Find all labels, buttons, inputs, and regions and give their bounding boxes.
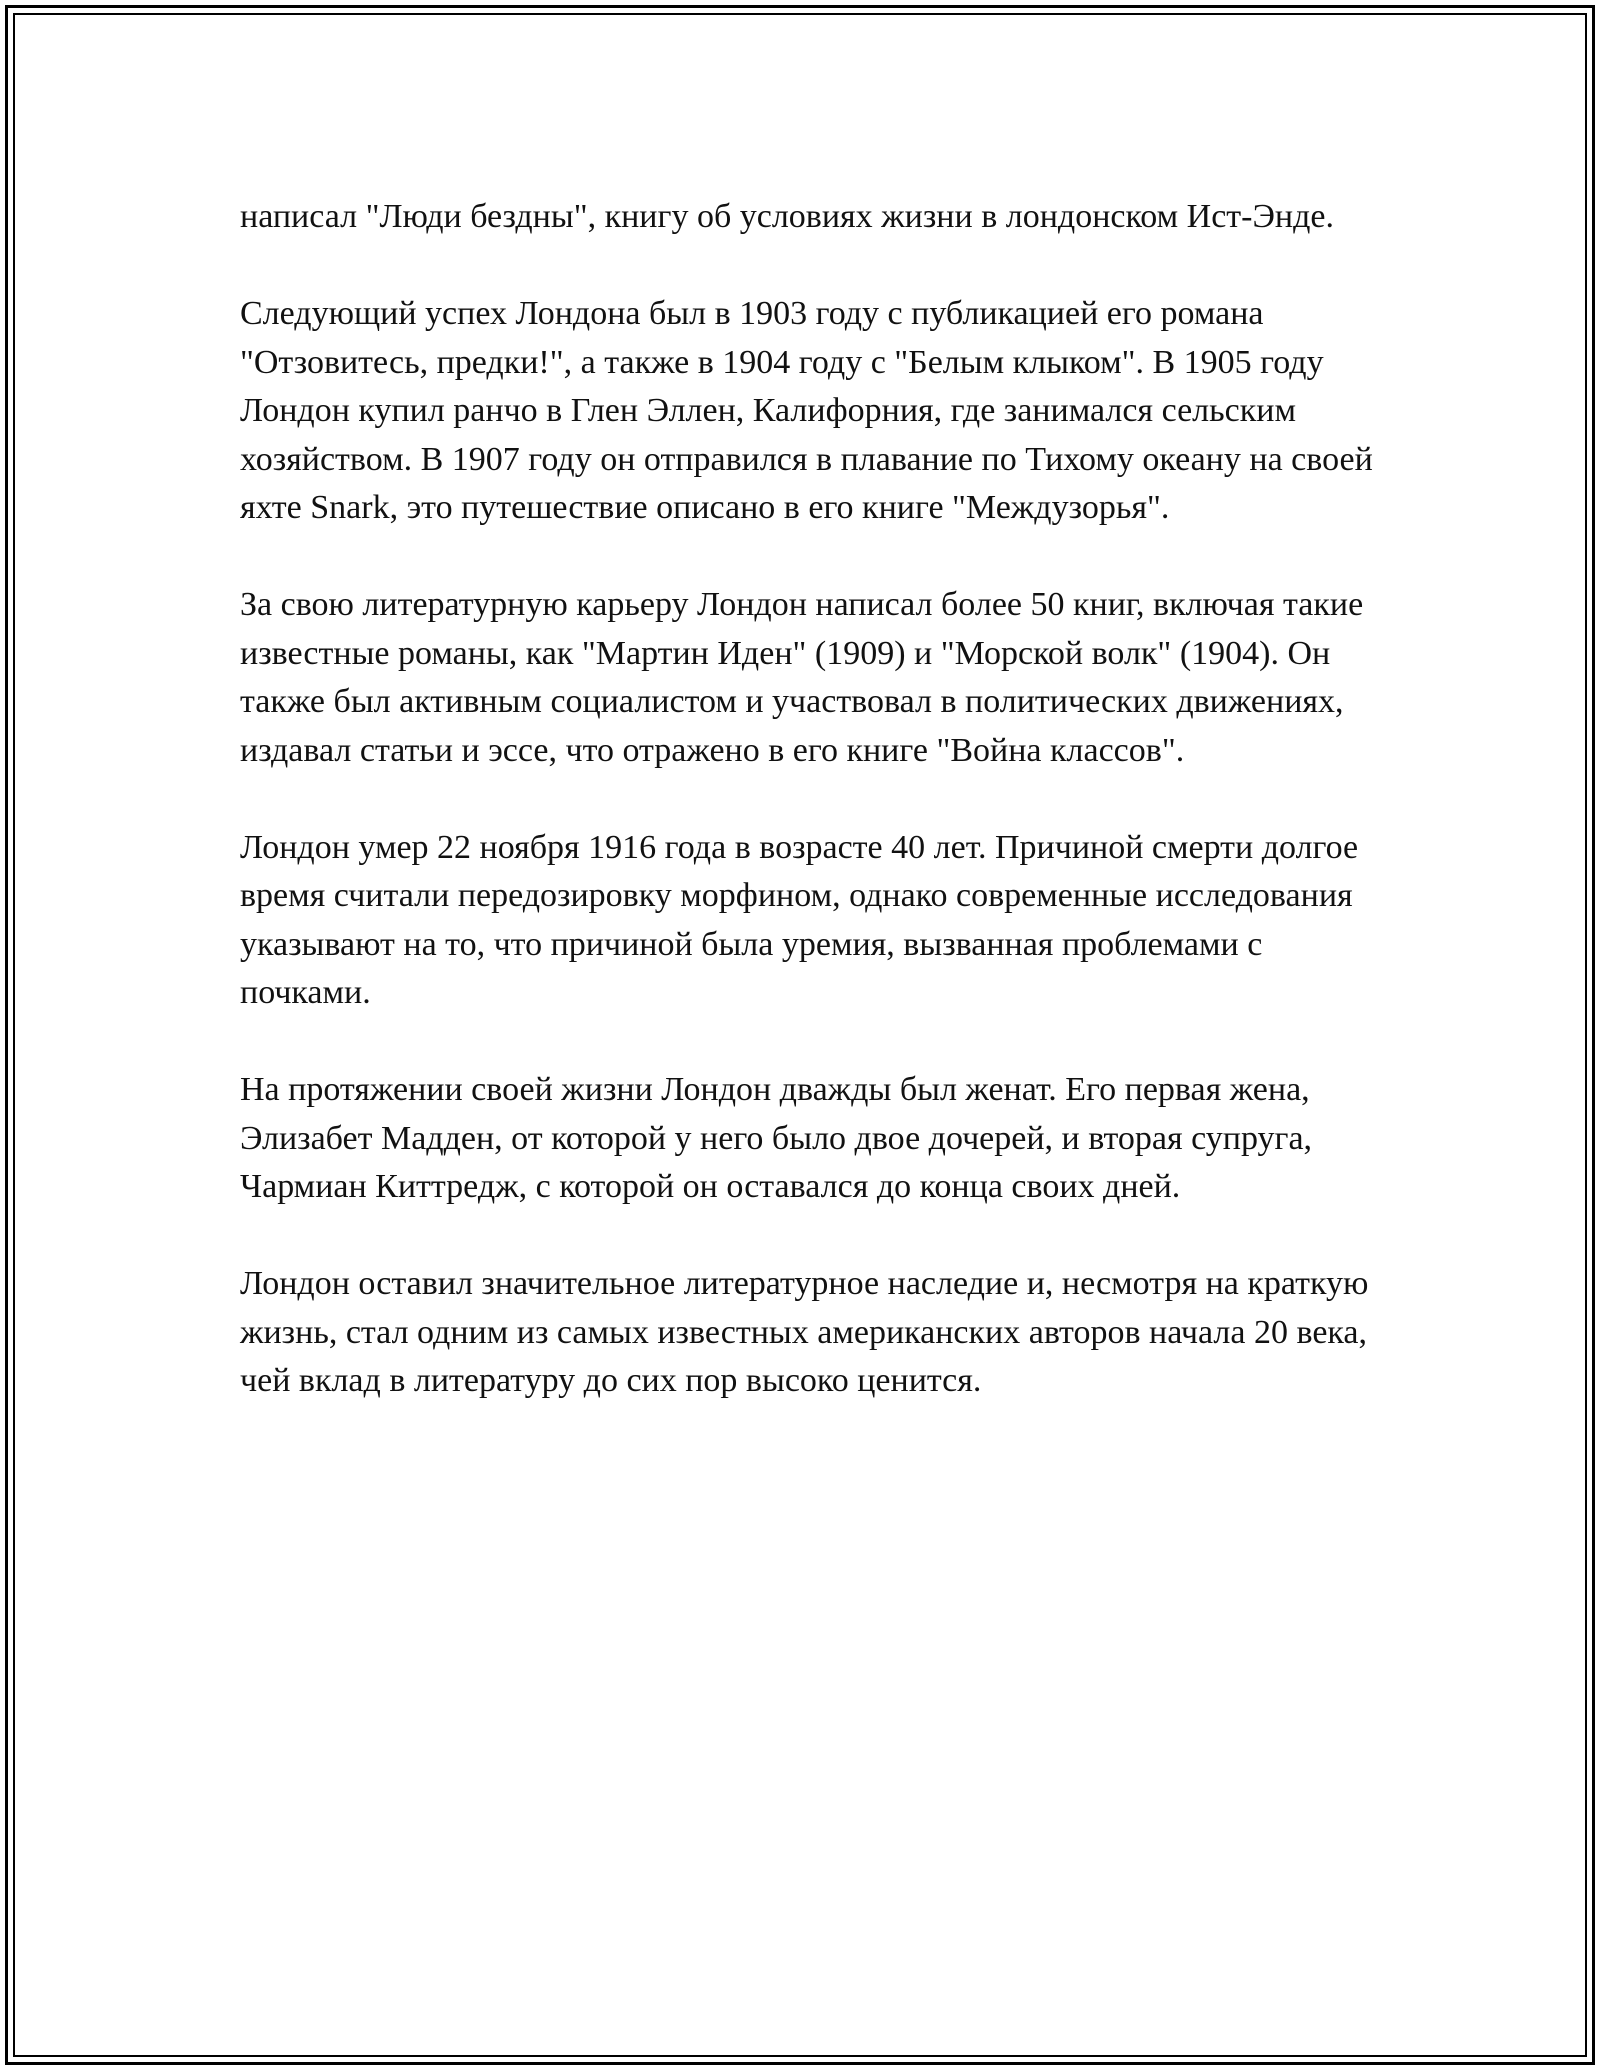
document-body: [240, 193, 1390, 1454]
page-border: [5, 5, 1595, 2065]
paragraph: Следующий успех Лондона был в 1903 году с публикацией его романа "Отзовитесь, предки!", а также в 1904 году с "Белым клыком". В 1905 году Лондон купил ранчо в Глен Эллен, Калифорния, где занимался сельским хозяйством. В 1907 году он отправился в плавание по Тихому океану на своей яхте Snark, это путешествие описано в его книге "Междузорья".: [240, 295, 1373, 526]
paragraph: Лондон оставил значительное литературное наследие и, несмотря на краткую жизнь, стал одним из самых известных американских авторов начала 20 века, чей вклад в литературу до сих пор высоко ценится.: [240, 1265, 1369, 1399]
paragraph: написал "Люди бездны", книгу об условиях жизни в лондонском Ист-Энде.: [240, 198, 1335, 235]
paragraph: За свою литературную карьеру Лондон написал более 50 книг, включая такие известные романы, как "Мартин Иден" (1909) и "Морской волк" (1904). Он также был активным социалистом и участвовал в политических движениях, издавал статьи и эссе, что отражено в его книге "Война классов".: [240, 586, 1364, 769]
paragraph: На протяжении своей жизни Лондон дважды был женат. Его первая жена, Элизабет Мадден, от которой у него было двое дочерей, и вторая супруга, Чармиан Киттредж, с которой он оставался до конца своих дней.: [240, 1071, 1313, 1205]
paragraph: Лондон умер 22 ноября 1916 года в возрасте 40 лет. Причиной смерти долгое время считали передозировку морфином, однако современные исследования указывают на то, что причиной была уремия, вызванная проблемами с почками.: [240, 828, 1359, 1011]
